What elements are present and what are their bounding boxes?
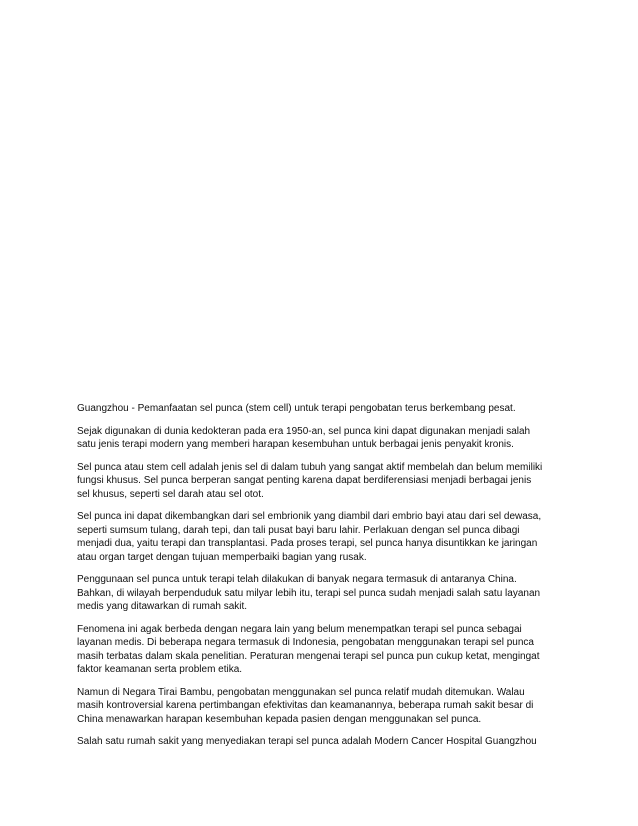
text-line: Salah satu rumah sakit yang menyediakan terapi sel punca adalah Modern Cancer Hospital Guangzhou	[77, 736, 537, 747]
paragraph-1	[77, 402, 567, 416]
text-line: masih kontroversial karena pertimbangan efektivitas dan keamanannya, beberapa rumah sakit besar di	[77, 700, 534, 711]
text-line: sel khusus, seperti sel darah atau sel otot.	[77, 488, 264, 500]
text-line: masih terbatas dalam skala penelitian. Peraturan mengenai terapi sel punca pun cukup ketat, mengingat	[77, 650, 540, 662]
paragraph-4	[77, 510, 567, 564]
text-line: Namun di Negara Tirai Bambu, pengobatan menggunakan sel punca relatif mudah ditemukan. Walau	[77, 686, 525, 698]
text-line: menjadi dua, yaitu terapi dan transplantasi. Pada proses terapi, sel punca hanya disuntikkan ke jaringan	[77, 538, 538, 549]
text-line: atau organ target dengan tujuan memperbaiki bagian yang rusak.	[77, 551, 367, 563]
paragraph-2	[77, 425, 567, 452]
text-line: Sejak digunakan di dunia kedokteran pada era 1950-an, sel punca kini dapat digunakan menjadi salah	[77, 425, 531, 437]
text-line: faktor keamanan serta problem etika.	[77, 664, 243, 675]
paragraph-6	[77, 623, 567, 677]
text-line: Fenomena ini agak berbeda dengan negara lain yang belum menempatkan terapi sel punca sebagai	[77, 623, 522, 635]
paragraph-8	[77, 735, 567, 749]
article-body	[77, 402, 567, 758]
paragraph-3	[77, 461, 567, 502]
paragraph-7	[77, 686, 567, 727]
text-line: medis yang ditawarkan di rumah sakit.	[77, 601, 248, 612]
text-line: Sel punca ini dapat dikembangkan dari sel embrionik yang diambil dari embrio bayi atau dari sel dewasa,	[77, 511, 542, 522]
text-line: Guangzhou - Pemanfaatan sel punca (stem cell) untuk terapi pengobatan terus berkembang pesat.	[77, 403, 516, 414]
text-line: layanan medis. Di beberapa negara termasuk di Indonesia, pengobatan menggunakan terapi sel punca	[77, 637, 534, 648]
text-line: Sel punca atau stem cell adalah jenis sel di dalam tubuh yang sangat aktif membelah dan belum memiliki	[77, 461, 543, 473]
text-line: seperti sumsum tulang, darah tepi, dan tali pusat bayi baru lahir. Perlakuan dengan sel punca dibagi	[77, 524, 520, 536]
text-line: Bahkan, di wilayah berpenduduk satu milyar lebih itu, terapi sel punca sudah menjadi salah satu layanan	[77, 587, 541, 599]
text-line: fungsi khusus. Sel punca berperan sangat penting karena dapat berdiferensiasi menjadi berbagai jenis	[77, 475, 532, 486]
text-line: Penggunaan sel punca untuk terapi telah dilakukan di banyak negara termasuk di antaranya China.	[77, 574, 517, 585]
text-line: satu jenis terapi modern yang memberi harapan kesembuhan untuk berbagai jenis penyakit kronis.	[77, 439, 514, 450]
paragraph-5	[77, 573, 567, 614]
text-line: China menawarkan harapan kesembuhan kepada pasien dengan menggunakan sel punca.	[77, 713, 482, 725]
